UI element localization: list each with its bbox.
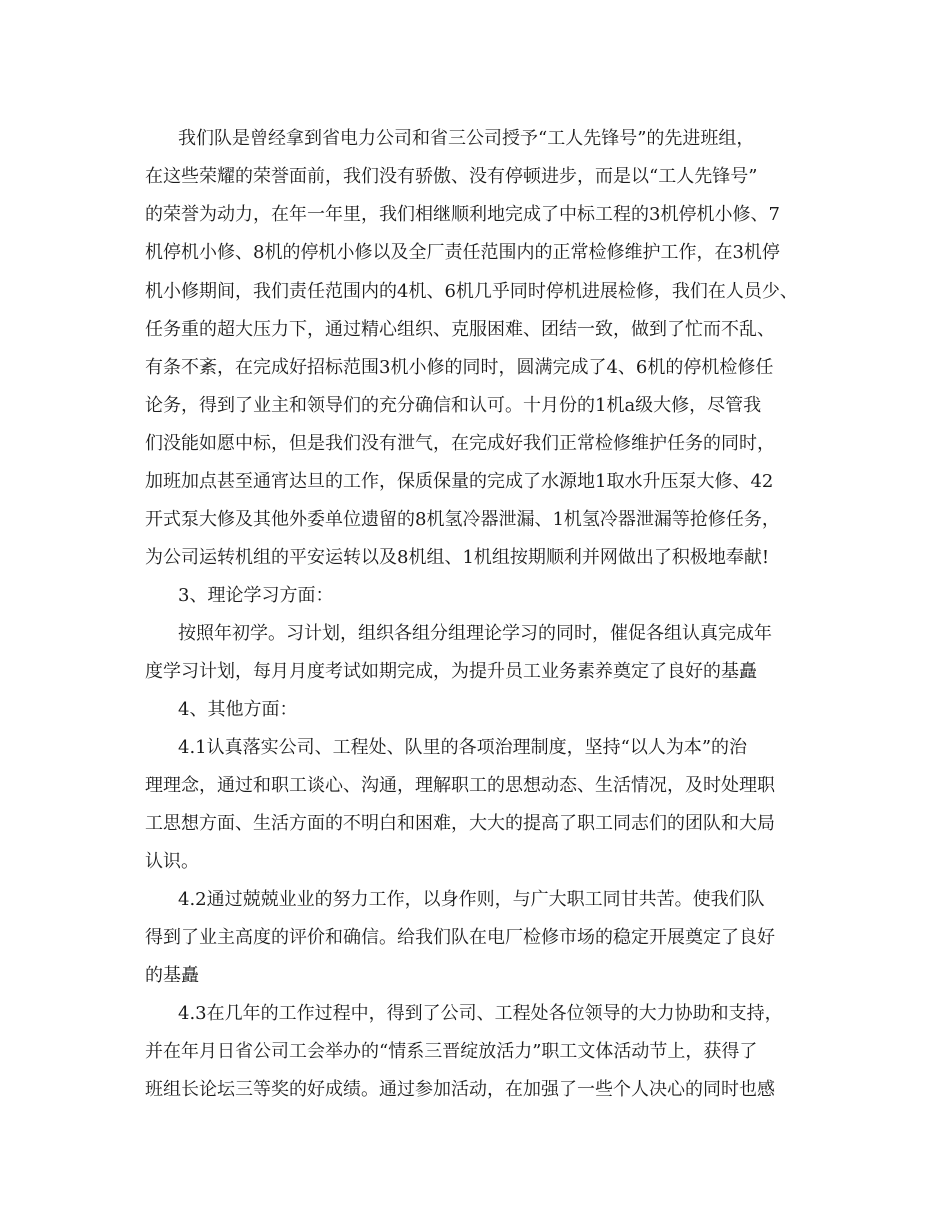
text-line: 按照年初学。习计划，组织各组分组理论学习的同时，催促各组认真完成年 (178, 623, 772, 644)
section-heading: 3、理论学习方面： (178, 585, 334, 606)
section-heading: 4、其他方面： (178, 699, 298, 720)
text-line: 机停机小修、8机的停机小修以及全厂责任范围内的正常检修维护工作，在3机停 (145, 242, 780, 263)
text-line: 在这些荣耀的荣誉面前，我们没有骄傲、没有停顿进步，而是以“工人先锋号” (145, 166, 758, 187)
text-line: 工思想方面、生活方面的不明白和困难，大大的提高了职工同志们的团队和大局 (145, 813, 775, 834)
text-line: 有条不紊，在完成好招标范围3机小修的同时，圆满完成了4、6机的停机检修任 (145, 357, 774, 378)
text-line: 4.1认真落实公司、工程处、队里的各项治理制度，坚持“以人为本”的治 (178, 737, 748, 758)
text-line: 认识。 (145, 851, 199, 872)
text-line: 机小修期间，我们责任范围内的4机、6机几乎同时停机进展检修，我们在人员少、 (145, 281, 798, 302)
text-line: 并在年月日省公司工会举办的“情系三晋绽放活力”职工文体活动节上，获得了 (145, 1041, 758, 1062)
text-line: 的基矗 (145, 965, 199, 986)
text-line: 的荣誉为动力，在年一年里，我们相继顺利地完成了中标工程的3机停机小修、7 (145, 204, 780, 225)
text-line: 为公司运转机组的平安运转以及8机组、1机组按期顺利并网做出了积极地奉献! (145, 547, 770, 568)
text-line: 加班加点甚至通宵达旦的工作，保质保量的完成了水源地1取水升压泵大修、42 (145, 471, 774, 492)
text-line: 得到了业主高度的评价和确信。给我们队在电厂检修市场的稳定开展奠定了良好 (145, 927, 775, 948)
text-line: 开式泵大修及其他外委单位遗留的8机氢冷器泄漏、1机氢冷器泄漏等抢修任务， (145, 509, 780, 530)
text-line: 度学习计划，每月月度考试如期完成，为提升员工业务素养奠定了良好的基矗 (145, 661, 757, 682)
text-line: 班组长论坛三等奖的好成绩。通过参加活动，在加强了一些个人决心的同时也感 (145, 1079, 775, 1100)
text-line: 我们队是曾经拿到省电力公司和省三公司授予“工人先锋号”的先进班组， (178, 128, 755, 149)
text-line: 4.2通过兢兢业业的努力工作，以身作则，与广大职工同甘共苦。使我们队 (178, 889, 765, 910)
text-line: 论务，得到了业主和领导们的充分确信和认可。十月份的1机a级大修，尽管我 (145, 395, 762, 416)
text-line: 理理念，通过和职工谈心、沟通，理解职工的思想动态、生活情况，及时处理职 (145, 775, 775, 796)
text-line: 们没能如愿中标，但是我们没有泄气，在完成好我们正常检修维护任务的同时， (145, 433, 775, 454)
text-line: 4.3在几年的工作过程中，得到了公司、工程处各位领导的大力协助和支持， (178, 1003, 783, 1024)
text-line: 任务重的超大压力下，通过精心组织、克服困难、团结一致，做到了忙而不乱、 (145, 319, 775, 340)
